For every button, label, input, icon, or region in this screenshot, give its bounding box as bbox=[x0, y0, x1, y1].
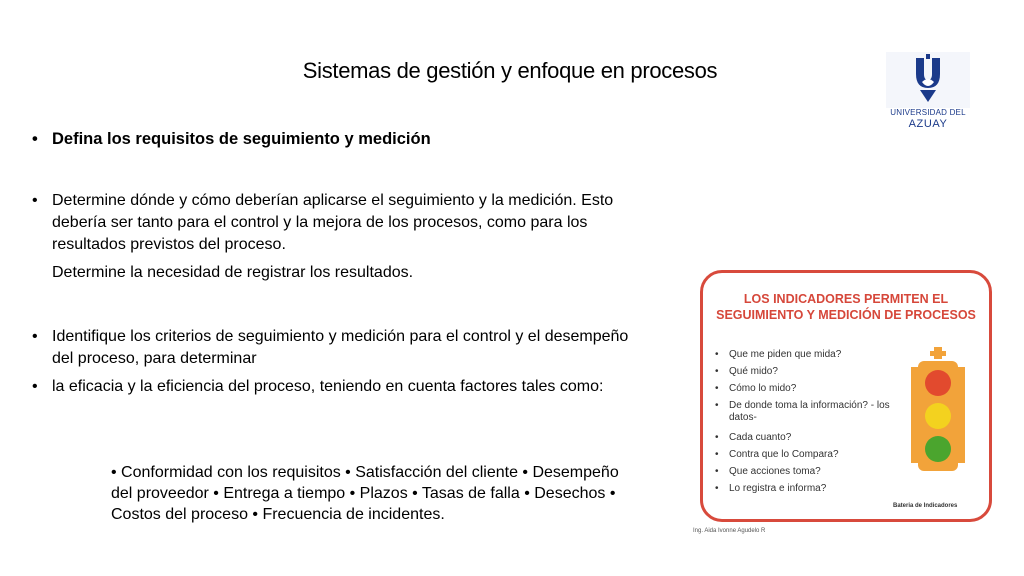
traffic-light-icon bbox=[903, 345, 973, 485]
question-text: • Contra que lo Compara? bbox=[729, 449, 839, 460]
bullet-criteria: • Identifique los criterios de seguimiento y medición para el control y el desempeño del proceso, para determinar bbox=[30, 326, 650, 370]
bullet-determine-where: • Determine dónde y cómo deberían aplicarse el seguimiento y la medición. Esto debería ser tanto para el control y la mejora de los procesos, como para los resultados previstos del proceso. bbox=[30, 190, 650, 256]
bullet-efficacy: • la eficacia y la eficiencia del proceso, teniendo en cuenta factores tales como: bbox=[30, 376, 650, 398]
image-credit: Ing. Aida Ivonne Agudelo R bbox=[693, 528, 766, 534]
factors-list: • Conformidad con los requisitos • Satisfacción del cliente • Desempeño del proveedor • Entrega a tiempo • Plazos • Tasas de falla • Desechos • Costos del proceso • Frecuencia de incidentes. bbox=[111, 464, 619, 523]
question-text: • Que acciones toma? bbox=[729, 466, 821, 477]
question-text: • Que me piden que mida? bbox=[729, 349, 842, 360]
question-item bbox=[717, 400, 897, 424]
university-logo bbox=[886, 52, 970, 134]
text-register-results: Determine la necesidad de registrar los resultados. bbox=[52, 264, 414, 281]
logo-line2: AZUAY bbox=[908, 118, 948, 130]
question-text: • Cómo lo mido? bbox=[729, 383, 797, 394]
question-item bbox=[717, 432, 897, 444]
university-crest-icon bbox=[886, 52, 970, 108]
question-text: • Cada cuanto? bbox=[729, 432, 792, 443]
card-heading bbox=[703, 291, 989, 323]
question-item bbox=[717, 449, 897, 461]
question-item bbox=[717, 483, 897, 495]
question-text: • Qué mido? bbox=[729, 366, 778, 377]
card-heading-line1: LOS INDICADORES PERMITEN EL bbox=[743, 292, 949, 306]
question-item bbox=[717, 349, 897, 361]
question-item bbox=[717, 366, 897, 378]
card-heading-line2: SEGUIMIENTO Y MEDICIÓN DE PROCESOS bbox=[716, 308, 976, 322]
indicators-card bbox=[700, 270, 992, 522]
question-text: • Lo registra e informa? bbox=[729, 483, 827, 494]
bullet-requirements: • Defina los requisitos de seguimiento y medición bbox=[30, 128, 650, 150]
logo-line1: UNIVERSIDAD DEL bbox=[890, 108, 966, 117]
question-text: • De donde toma la información? - los datos- bbox=[729, 400, 890, 423]
card-footer-label: Bateria de Indicadores bbox=[893, 503, 958, 509]
question-item bbox=[717, 383, 897, 395]
slide-title: Sistemas de gestión y enfoque en procesos bbox=[302, 58, 718, 83]
question-item bbox=[717, 466, 897, 478]
